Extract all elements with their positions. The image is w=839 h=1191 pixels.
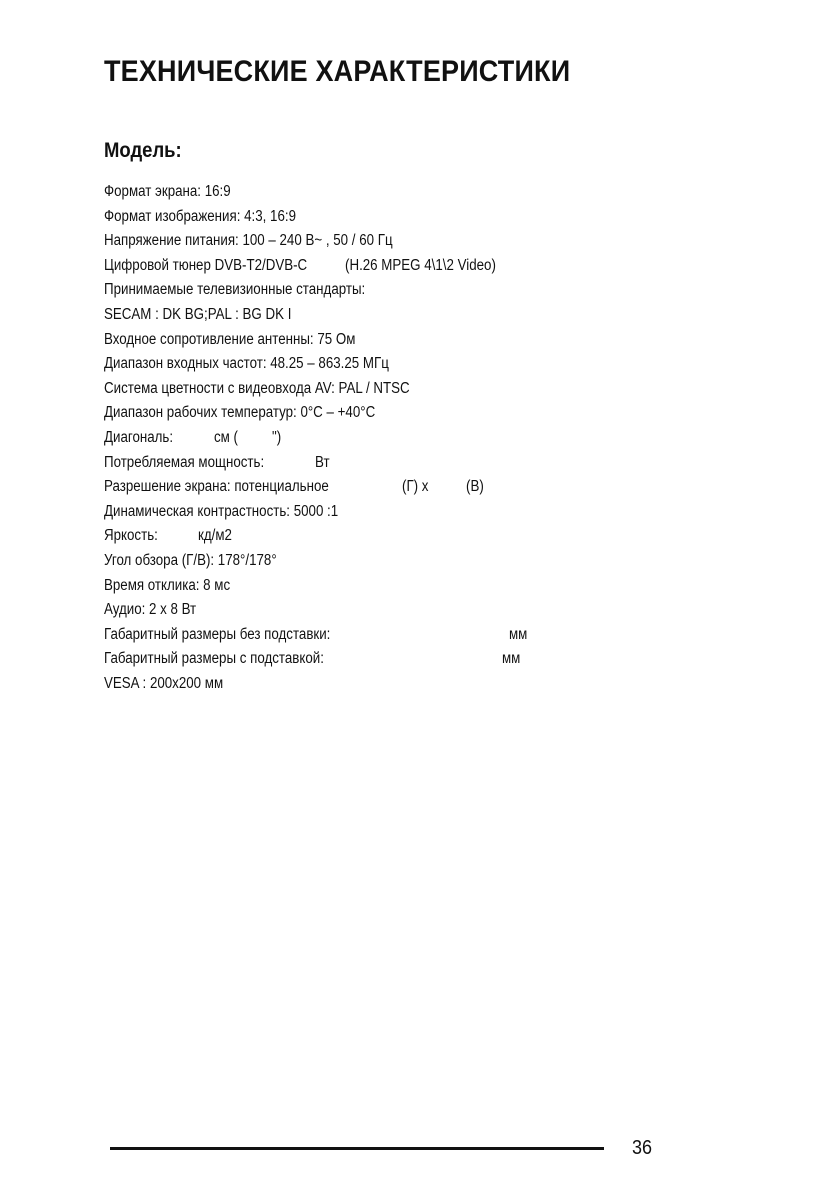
spec-dimensions-with-stand: [104, 647, 784, 672]
spec-vesa: [104, 672, 784, 697]
spec-text-codec: (H.26 MPEG 4\1\2 Video): [345, 256, 496, 274]
spec-text: VESA : 200х200 мм: [104, 674, 224, 692]
spec-image-format: [104, 205, 784, 230]
spec-response-time: [104, 574, 784, 599]
spec-text: Диапазон рабочих температур: 0°С – +40°С: [104, 404, 376, 422]
spec-diagonal: [104, 426, 784, 451]
spec-dimensions-without-stand: [104, 623, 784, 648]
spec-frequency-range: [104, 352, 784, 377]
spec-text-unit: (Г) х: [402, 478, 429, 496]
spec-text-unit: кд/м2: [198, 527, 232, 545]
spec-text: Напряжение питания: 100 – 240 В~ , 50 / 60 Гц: [104, 232, 393, 250]
spec-text: Яркость:: [104, 527, 158, 545]
spec-resolution: [104, 475, 784, 500]
spec-list: [104, 180, 784, 696]
spec-color-system: [104, 377, 784, 402]
spec-text-unit: (В): [466, 478, 484, 496]
spec-dynamic-contrast: [104, 500, 784, 525]
spec-digital-tuner: [104, 254, 784, 279]
spec-text: Время отклика: 8 мс: [104, 576, 231, 594]
spec-antenna-impedance: [104, 328, 784, 353]
spec-text: Цифровой тюнер DVB-T2/DVB-C: [104, 256, 308, 274]
spec-operating-temperature: [104, 401, 784, 426]
spec-text-unit: см (: [214, 428, 238, 446]
spec-text-unit: мм: [502, 650, 521, 668]
spec-text-unit: "): [272, 428, 282, 446]
spec-audio: [104, 598, 784, 623]
spec-text: Входное сопротивление антенны: 75 Ом: [104, 330, 356, 348]
spec-text: Динамическая контрастность: 5000 :1: [104, 502, 339, 520]
spec-tv-standards: [104, 278, 784, 303]
page-number: 36: [632, 1137, 653, 1159]
spec-screen-format: [104, 180, 784, 205]
spec-text: Габаритный размеры без подставки:: [104, 625, 331, 643]
spec-standards-list: [104, 303, 784, 328]
spec-text: Диагональ:: [104, 428, 174, 446]
spec-text-unit: мм: [509, 625, 528, 643]
model-heading: Модель:: [104, 139, 182, 162]
spec-text-unit: Вт: [315, 453, 330, 471]
spec-text: Габаритный размеры с подставкой:: [104, 650, 324, 668]
spec-power-consumption: [104, 451, 784, 476]
spec-text: Угол обзора (Г/В): 178°/178°: [104, 551, 277, 569]
spec-brightness: [104, 524, 784, 549]
footer-rule: [110, 1147, 604, 1150]
spec-text: Потребляемая мощность:: [104, 453, 265, 471]
spec-power-supply: [104, 229, 784, 254]
spec-text: Диапазон входных частот: 48.25 – 863.25 МГц: [104, 355, 389, 373]
spec-text: Принимаемые телевизионные стандарты:: [104, 281, 366, 299]
spec-text: Формат экрана: 16:9: [104, 183, 231, 200]
spec-text: Разрешение экрана: потенциальное: [104, 478, 329, 496]
spec-viewing-angle: [104, 549, 784, 574]
spec-text: SECAM : DK BG;PAL : BG DK I: [104, 305, 292, 323]
page-title: ТЕХНИЧЕСКИЕ ХАРАКТЕРИСТИКИ: [104, 55, 571, 88]
spec-text: Система цветности с видеовхода AV: PAL / NTSC: [104, 379, 410, 397]
spec-text: Аудио: 2 х 8 Вт: [104, 601, 197, 619]
spec-text: Формат изображения: 4:3, 16:9: [104, 207, 296, 225]
